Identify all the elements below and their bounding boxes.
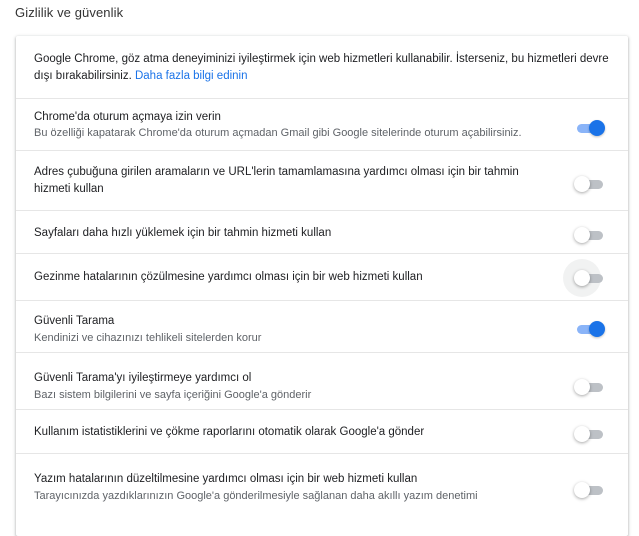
toggle-spelling[interactable] [574, 482, 604, 498]
toggle-usage-stats[interactable] [574, 426, 604, 442]
toggle-knob [574, 482, 590, 498]
setting-row-page-preload [16, 210, 628, 254]
section-title: Gizlilik ve güvenlik [15, 5, 124, 20]
setting-sublabel: Bu özelliği kapatarak Chrome'da oturum açmadan Gmail gibi Google sitelerinde oturum açabilirsiniz. [34, 127, 522, 139]
toggle-signin[interactable] [574, 120, 604, 136]
setting-label: Yazım hatalarının düzeltilmesine yardımcı olması için bir web hizmeti kullan [34, 473, 418, 485]
toggle-knob [589, 120, 605, 136]
setting-label: Sayfaları daha hızlı yüklemek için bir tahmin hizmeti kullan [34, 227, 332, 239]
setting-row-navigation-errors [16, 253, 628, 301]
setting-sublabel: Kendinizi ve cihazınızı tehlikeli sitelerden korur [34, 332, 262, 344]
setting-label: Kullanım istatistiklerini ve çökme raporlarını otomatik olarak Google'a gönder [34, 426, 425, 438]
setting-row-safe-browsing [16, 300, 628, 353]
setting-sublabel: Bazı sistem bilgilerini ve sayfa içeriğini Google'a gönderir [34, 389, 312, 401]
toggle-knob [574, 270, 590, 286]
setting-row-improve-safe-browsing [16, 352, 628, 410]
setting-row-usage-stats [16, 409, 628, 454]
toggle-improve-safe-browsing[interactable] [574, 379, 604, 395]
toggle-navigation-errors[interactable] [574, 270, 604, 286]
setting-label: Gezinme hatalarının çözülmesine yardımcı olması için bir web hizmeti kullan [34, 271, 423, 283]
setting-label: Güvenli Tarama'yı iyileştirmeye yardımcı ol [34, 372, 252, 384]
toggle-safe-browsing[interactable] [574, 321, 604, 337]
toggle-knob [574, 379, 590, 395]
setting-row-search-prediction [16, 150, 628, 211]
learn-more-link[interactable]: Daha fazla bilgi edinin [134, 70, 248, 82]
toggle-knob [574, 176, 590, 192]
setting-row-spelling [16, 453, 628, 534]
setting-row-signin [16, 98, 628, 151]
setting-label: Chrome'da oturum açmaya izin verin [34, 111, 221, 123]
setting-sublabel: Tarayıcınızda yazdıklarınızın Google'a gönderilmesiyle sağlanan daha akıllı yazım denetimi [34, 490, 478, 502]
intro-text [34, 51, 614, 85]
setting-label: Güvenli Tarama [34, 315, 115, 327]
privacy-security-card [16, 36, 628, 536]
toggle-knob [589, 321, 605, 337]
setting-label: Adres çubuğuna girilen aramaların ve URL'lerin tamamlamasına yardımcı olması için bir tahmin hizmeti kullan [34, 166, 519, 195]
toggle-knob [574, 227, 590, 243]
toggle-page-preload[interactable] [574, 227, 604, 243]
toggle-search-prediction[interactable] [574, 176, 604, 192]
toggle-knob [574, 426, 590, 442]
intro-description: Google Chrome, göz atma deneyiminizi iyileştirmek için web hizmetleri kullanabilir. İsterseniz, bu hizmetleri devre dışı bırakabilirsiniz. [34, 53, 609, 82]
